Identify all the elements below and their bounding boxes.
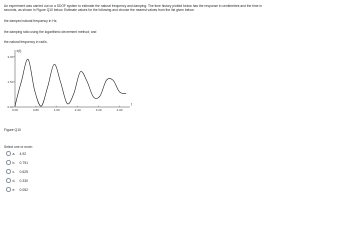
option-value: 0.791 — [19, 160, 28, 165]
y-tick-label: 1.50 — [7, 79, 14, 84]
question-item-natural-frequency: the natural frequency in rad/s. — [4, 40, 48, 44]
option-value: 0.625 — [19, 169, 28, 174]
radio-button[interactable] — [6, 178, 11, 183]
x-tick-label: 0.80 — [32, 108, 39, 112]
option-d[interactable] — [6, 177, 28, 184]
question-item-damped-frequency: the damped natural frequency in Hz; — [4, 19, 58, 23]
figure-q10-plot — [4, 46, 134, 113]
x-tick-label: 1.60 — [53, 108, 60, 112]
x-tick-label: 2.40 — [74, 108, 81, 112]
option-c[interactable] — [6, 168, 28, 175]
question-intro-line-1: An experiment was carried out on a SDOF system to estimate the natural frequency and damping. The time history plotted below has the response in centimetres and the time in — [4, 4, 262, 8]
radio-button[interactable] — [6, 187, 11, 192]
option-letter: d. — [12, 178, 16, 183]
radio-button[interactable] — [6, 160, 11, 165]
option-b[interactable] — [6, 159, 28, 166]
option-value: 0.052 — [19, 187, 28, 192]
option-value: 0.330 — [19, 178, 28, 183]
option-letter: b. — [12, 160, 16, 165]
y-tick-label: 3.00 — [7, 54, 14, 59]
option-value: 4.92 — [19, 151, 27, 156]
y-axis-label: x(t) — [16, 49, 22, 53]
radio-button[interactable] — [6, 169, 11, 174]
option-letter: e. — [12, 187, 16, 192]
option-a[interactable] — [6, 150, 26, 157]
radio-button[interactable] — [6, 151, 11, 156]
question-item-damping-ratio: the damping ratio using the logarithmic decrement method; and — [4, 30, 97, 34]
x-tick-label: 4.00 — [116, 108, 123, 112]
y-tick-label: 0.00 — [7, 105, 14, 110]
option-e[interactable] — [6, 186, 28, 193]
question-intro-line-2: seconds, as shown in Figure Q10 below. Estimate values for the following and choose the nearest values from the list given below: — [4, 8, 195, 12]
figure-caption: Figure Q10 — [4, 128, 21, 132]
x-tick-label: 3.20 — [95, 108, 102, 112]
x-axis-label: t — [131, 102, 132, 107]
select-label: Select one or more: — [4, 145, 33, 149]
option-letter: a. — [12, 151, 16, 156]
response-curve — [15, 59, 126, 106]
option-letter: c. — [12, 169, 16, 174]
x-tick-label: 0.00 — [12, 108, 18, 112]
